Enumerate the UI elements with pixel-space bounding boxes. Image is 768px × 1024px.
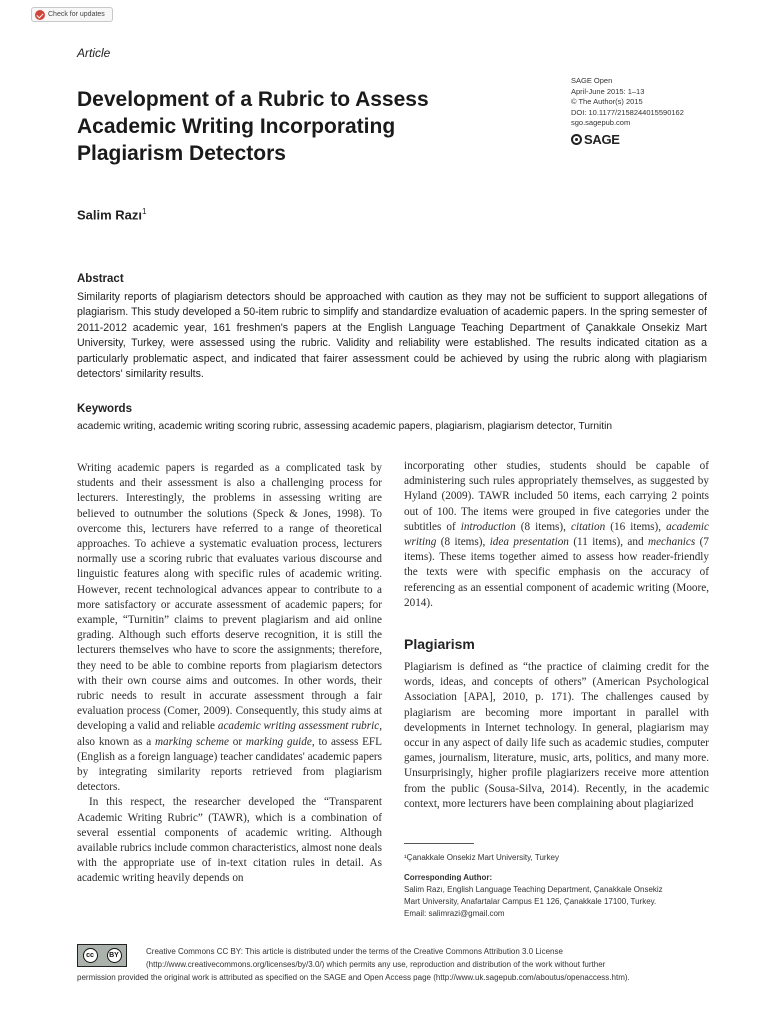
body-text: , also known as a — [77, 720, 382, 748]
body-paragraph: In this respect, the researcher developed the “Transparent Academic Writing Rubric” (TAWR), which is a combination of several essential components of academic writing. Although available rubrics include common characteristics, almost none deals with the appropriate use of in-text citation rules in detail. As academic writing heavily depends on — [77, 796, 382, 885]
body-text: (11 items), and — [568, 536, 648, 549]
creative-commons-badge[interactable] — [77, 944, 127, 967]
check-icon — [35, 10, 45, 20]
keywords-heading: Keywords — [77, 403, 132, 415]
by-icon: BY — [107, 948, 122, 963]
body-text: (16 items), — [605, 520, 667, 533]
body-paragraph — [404, 459, 709, 611]
body-text: Writing academic papers is regarded as a complicated task by students and their assessment is also a challenging process for lecturers. Interestingly, the problems in assessing writing are believed to outnumber the solutions (Speck & Jones, 1998). To overcome this, lecturers have referred to a range of theoretical approaches. To achieve a systematic evaluation process, lecturers normally use a scoring rubric that evaluates various discourse and linguistic features along with specific rules of academic writing. However, recent technological advances appear to contribute to a more satisfactory or accurate assessment of academic papers; for example, “Turnitin” claims to prevent plagiarism and aid online grading. Although such efforts deserve recognition, it is still the lecturers themselves who have to score the assignments; therefore, they need to be able to combine reports from plagiarism detectors with their own course aims and outcomes. In other words, their rubric needs to result in accurate assessment through a fair evaluation process (Comer, 2009). Consequently, this study aims at developing a valid and reliable — [77, 462, 382, 733]
journal-name: SAGE Open — [571, 76, 613, 85]
license-text-line: Creative Commons CC BY: This article is distributed under the terms of the Creative Commons Attribution 3.0 License — [146, 947, 563, 956]
journal-issue: April-June 2015: 1–13 — [571, 86, 645, 96]
footnotes — [404, 852, 709, 920]
author-line — [77, 207, 146, 222]
footnote-affiliation: ¹Çanakkale Onsekiz Mart University, Turkey — [404, 853, 560, 862]
sage-logo — [571, 132, 620, 147]
body-text: , to assess EFL (English as a foreign language) teacher candidates' academic papers by integrating similarity reports retrieved from plagiarism detectors. — [77, 735, 382, 794]
body-emphasis: academic writing assessment rubric — [217, 720, 380, 733]
body-emphasis: academic writing — [404, 520, 709, 549]
body-paragraph: Plagiarism is defined as “the practice of claiming credit for the words, ideas, and concepts of others” (American Psychological Association [APA], 2010, p. 171). The challenges caused by plagiarism are becoming more important in parallel with developments in Internet technology. In general, plagiarism may occur in any aspect of daily life such as academic studies, computer games, journalism, literature, music, arts, politics, and many more. Unsurprisingly, higher profile plagiarizers receive more attention from the public (Sousa-Silva, 2014). Recently, in the academic context, more lecturers have been complaining about plagiarized — [404, 661, 709, 810]
body-emphasis: marking scheme — [154, 735, 229, 748]
corresponding-author-email[interactable]: Email: salimrazi@gmail.com — [404, 909, 505, 918]
article-title: Development of a Rubric to Assess Academic Writing Incorporating Plagiarism Detectors — [77, 88, 429, 165]
journal-url[interactable]: sgo.sagepub.com — [571, 118, 631, 127]
sage-logo-text: SAGE — [584, 132, 620, 147]
body-column-right-bottom — [404, 660, 709, 812]
abstract-heading: Abstract — [77, 273, 124, 285]
corresponding-author-line: Mart University, Anafartalar Campus E1 126, Çanakkale 17100, Turkey. — [404, 897, 657, 906]
journal-copyright: © The Author(s) 2015 — [571, 97, 643, 106]
body-paragraph — [77, 461, 382, 795]
cc-icon: cc — [83, 948, 98, 963]
body-emphasis: idea presentation — [489, 536, 569, 549]
body-emphasis: marking guide — [245, 735, 312, 748]
author-affiliation-mark: 1 — [142, 207, 147, 216]
footnote-divider — [404, 843, 474, 844]
keywords-text: academic writing, academic writing scoring rubric, assessing academic papers, plagiarism, plagiarism detector, Turnitin — [77, 421, 613, 432]
corresponding-author-heading: Corresponding Author: — [404, 873, 493, 882]
author-name: Salim Razı — [77, 207, 143, 223]
body-emphasis: citation — [571, 520, 606, 533]
body-text: or — [228, 735, 246, 748]
body-text: (8 items), — [515, 520, 572, 533]
section-heading-plagiarism: Plagiarism — [404, 636, 475, 652]
license-text-line: (http://www.creativecommons.org/licenses/by/3.0/) which permits any use, reproduction and distribution of the work without further — [146, 960, 606, 969]
article-type-label: Article — [77, 46, 111, 60]
check-for-updates-label: Check for updates — [48, 11, 105, 18]
abstract-text: Similarity reports of plagiarism detectors should be approached with caution as they may not be sufficient to support allegations of plagiarism. This study developed a 50-item rubric to simplify and standardize evaluation of academic papers. In the spring semester of 2011-2012 academic year, 161 freshmen's papers at the English Language Teaching Department of Çanakkale Onsekiz Mart University, Turkey, were assessed using the rubric. Validity and reliability were established. The results indicated citation as a particularly problematic aspect, and indicated that fairer assessment could be achieved by using the rubric along with plagiarism detectors' similarity results. — [77, 291, 707, 381]
check-for-updates-badge[interactable] — [31, 7, 113, 22]
body-column-right-top — [404, 459, 709, 611]
sage-logo-icon — [571, 134, 582, 145]
journal-doi[interactable]: DOI: 10.1177/2158244015590162 — [571, 107, 684, 117]
corresponding-author-line: Salim Razı, English Language Teaching Department, Çanakkale Onsekiz — [404, 885, 663, 894]
body-text: (8 items), — [436, 536, 490, 549]
body-text: (7 items). These items together aimed to assess how reader-friendly the texts were with specific emphasis on the accuracy of referencing as an essential component of academic writing (Moore, 2014). — [404, 536, 709, 609]
body-column-left — [77, 461, 382, 887]
journal-info — [571, 76, 684, 129]
body-emphasis: introduction — [460, 520, 516, 533]
body-emphasis: mechanics — [648, 536, 696, 549]
body-text: incorporating other studies, students should be capable of administering such rules appropriately themselves, as suggested by Hyland (2009). TAWR included 50 items, each carrying 2 points out of 100. The items were grouped in five categories under the subtitles of — [404, 460, 709, 533]
license-text-line: permission provided the original work is attributed as specified on the SAGE and Open Access page (http://www.uk.sagepub.com/aboutus/openaccess.htm). — [77, 973, 630, 982]
